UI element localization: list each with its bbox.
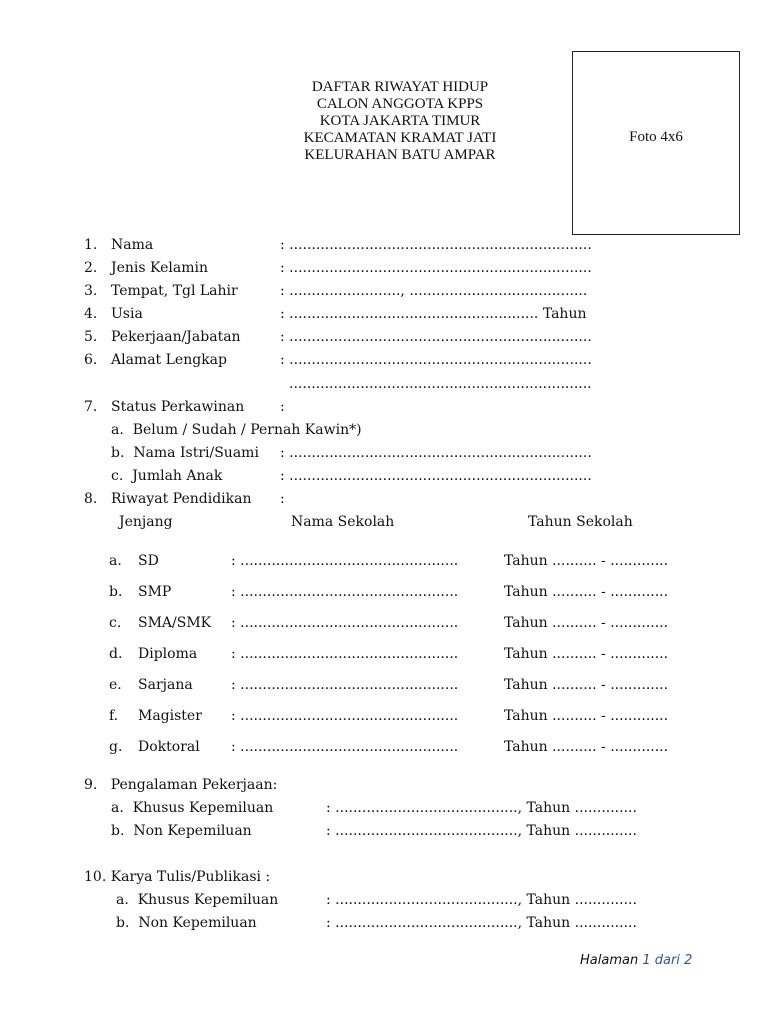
field-value-alamat-line2: .................................................................... bbox=[289, 376, 592, 392]
field-label-alamat: Alamat Lengkap bbox=[111, 352, 227, 368]
edu-row-level: SMP bbox=[138, 584, 172, 600]
edu-row-letter: b. bbox=[109, 584, 123, 600]
edu-row-year: Tahun .......... - ............. bbox=[504, 646, 669, 662]
field-label-nama: Nama bbox=[111, 237, 154, 253]
section-title-karya-tulis: 10. Karya Tulis/Publikasi : bbox=[84, 869, 271, 885]
footer-page-number: 1 bbox=[642, 953, 651, 968]
field-label-usia: Usia bbox=[111, 306, 143, 322]
edu-row-level: Sarjana bbox=[138, 677, 193, 693]
edu-row-letter: d. bbox=[109, 646, 123, 662]
field-number: 4. bbox=[84, 306, 98, 322]
edu-row-school: : ................................................. bbox=[231, 584, 459, 600]
title-line: DAFTAR RIWAYAT HIDUP bbox=[311, 79, 489, 95]
field-value-pekerjaan: : .................................................................... bbox=[280, 329, 592, 345]
section-colon: : bbox=[280, 491, 285, 507]
footer-page-total: 2 bbox=[684, 953, 693, 968]
column-header-tahun-sekolah: Tahun Sekolah bbox=[528, 514, 633, 530]
edu-row-letter: e. bbox=[109, 677, 122, 693]
field-value-khusus-kepemiluan: : ........................................., Tahun .............. bbox=[326, 892, 637, 908]
field-value-non-kepemiluan: : ........................................., Tahun .............. bbox=[326, 823, 637, 839]
field-value-non-kepemiluan: : ........................................., Tahun .............. bbox=[326, 915, 637, 931]
field-number: 6. bbox=[84, 352, 98, 368]
photo-label: Foto 4x6 bbox=[629, 129, 683, 145]
title-line: KELURAHAN BATU AMPAR bbox=[304, 147, 496, 163]
edu-row-year: Tahun .......... - ............. bbox=[504, 615, 669, 631]
footer-middle: dari bbox=[650, 953, 685, 968]
field-label-nama-istri-suami: b. Nama Istri/Suami bbox=[111, 445, 259, 461]
section-number: 7. bbox=[84, 399, 98, 415]
field-value-alamat: : .................................................................... bbox=[280, 352, 592, 368]
field-value-tempat-tgl-lahir: : ........................., ........................................ bbox=[280, 283, 588, 299]
field-value-jumlah-anak: : .................................................................... bbox=[280, 468, 592, 484]
marital-status-options: a. Belum / Sudah / Pernah Kawin*) bbox=[111, 422, 362, 438]
field-label-khusus-kepemiluan: a. Khusus Kepemiluan bbox=[116, 892, 279, 908]
edu-row-level: SMA/SMK bbox=[138, 615, 212, 631]
edu-row-school: : ................................................. bbox=[231, 739, 459, 755]
edu-row-school: : ................................................. bbox=[231, 708, 459, 724]
section-title-status-perkawinan: Status Perkawinan bbox=[111, 399, 245, 415]
field-label-khusus-kepemiluan: a. Khusus Kepemiluan bbox=[111, 800, 274, 816]
field-number: 3. bbox=[84, 283, 98, 299]
section-title-pengalaman-pekerjaan: 9. Pengalaman Pekerjaan: bbox=[84, 777, 278, 793]
field-label-non-kepemiluan: b. Non Kepemiluan bbox=[111, 823, 252, 839]
field-label-tempat-tgl-lahir: Tempat, Tgl Lahir bbox=[111, 283, 238, 299]
edu-row-letter: f. bbox=[109, 708, 119, 724]
footer-prefix: Halaman bbox=[580, 953, 643, 968]
edu-row-letter: g. bbox=[109, 739, 123, 755]
edu-row-letter: a. bbox=[109, 553, 122, 569]
column-header-nama-sekolah: Nama Sekolah bbox=[291, 514, 395, 530]
field-label-jenis-kelamin: Jenis Kelamin bbox=[111, 260, 208, 276]
column-header-jenjang: Jenjang bbox=[119, 514, 173, 530]
section-number: 8. bbox=[84, 491, 98, 507]
edu-row-year: Tahun .......... - ............. bbox=[504, 708, 669, 724]
edu-row-level: SD bbox=[138, 553, 159, 569]
field-label-non-kepemiluan: b. Non Kepemiluan bbox=[116, 915, 257, 931]
field-value-nama-istri-suami: : .................................................................... bbox=[280, 445, 592, 461]
title-line: KECAMATAN KRAMAT JATI bbox=[303, 130, 497, 146]
field-value-jenis-kelamin: : .................................................................... bbox=[280, 260, 592, 276]
edu-row-school: : ................................................. bbox=[231, 646, 459, 662]
edu-row-year: Tahun .......... - ............. bbox=[504, 553, 669, 569]
section-title-riwayat-pendidikan: Riwayat Pendidikan bbox=[111, 491, 252, 507]
edu-row-school: : ................................................. bbox=[231, 677, 459, 693]
edu-row-year: Tahun .......... - ............. bbox=[504, 739, 669, 755]
field-number: 2. bbox=[84, 260, 98, 276]
edu-row-school: : ................................................. bbox=[231, 553, 459, 569]
field-value-usia: : ........................................................ Tahun bbox=[280, 306, 587, 322]
photo-placeholder bbox=[572, 51, 740, 235]
edu-row-letter: c. bbox=[109, 615, 122, 631]
field-value-nama: : .................................................................... bbox=[280, 237, 592, 253]
edu-row-level: Doktoral bbox=[138, 739, 200, 755]
section-colon: : bbox=[280, 399, 285, 415]
document-title bbox=[250, 79, 550, 164]
edu-row-year: Tahun .......... - ............. bbox=[504, 584, 669, 600]
edu-row-level: Diploma bbox=[138, 646, 198, 662]
page-footer bbox=[580, 953, 692, 968]
edu-row-level: Magister bbox=[138, 708, 202, 724]
field-value-khusus-kepemiluan: : ........................................., Tahun .............. bbox=[326, 800, 637, 816]
title-line: KOTA JAKARTA TIMUR bbox=[319, 113, 481, 129]
field-label-pekerjaan: Pekerjaan/Jabatan bbox=[111, 329, 241, 345]
edu-row-year: Tahun .......... - ............. bbox=[504, 677, 669, 693]
field-label-jumlah-anak: c. Jumlah Anak bbox=[111, 468, 223, 484]
field-number: 5. bbox=[84, 329, 98, 345]
edu-row-school: : ................................................. bbox=[231, 615, 459, 631]
field-number: 1. bbox=[84, 237, 98, 253]
title-line: CALON ANGGOTA KPPS bbox=[316, 96, 484, 112]
